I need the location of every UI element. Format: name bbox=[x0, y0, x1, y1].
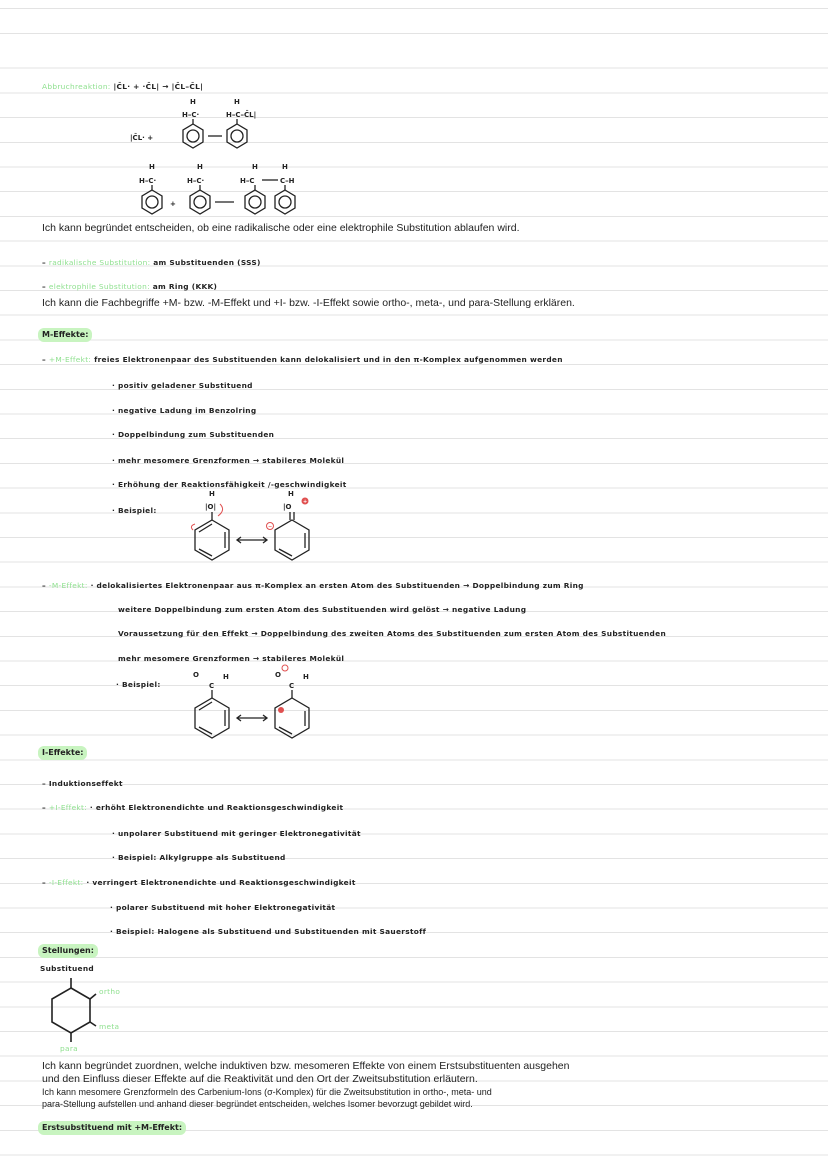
minus-m-line: · Beispiel: bbox=[116, 680, 161, 689]
sentence-zuordnen: und den Einfluss dieser Effekte auf die Reaktivität und den Ort der Zweitsubstitution erläutern. bbox=[42, 1073, 478, 1085]
positions-hexagon bbox=[40, 976, 140, 1056]
substituend-label: Substituend bbox=[40, 964, 94, 973]
benzyl-radical-label: H–C· bbox=[139, 177, 157, 185]
plus-m-row: – +M-Effekt: freies Elektronenpaar des Substituenden kann delokalisiert und in den π-Komplex aufgenommen werden bbox=[42, 355, 563, 364]
induktionseffekt: – Induktionseffekt bbox=[42, 779, 123, 788]
para-label: para bbox=[60, 1044, 78, 1053]
sentence-grenzformeln: para-Stellung aufstellen und anhand dieser begründet entscheiden, welches Isomer bevorzugt gebildet wird. bbox=[42, 1099, 473, 1109]
h-label: H bbox=[288, 490, 294, 498]
h-label: H bbox=[234, 98, 240, 106]
h-label: H bbox=[303, 673, 309, 681]
radikal-row: – radikalische Substitution: am Substituenden (SSS) bbox=[42, 258, 261, 267]
elektrophil-text: am Ring (KKK) bbox=[152, 282, 218, 291]
ch-label: H–C bbox=[240, 177, 255, 185]
h-label: H bbox=[209, 490, 215, 498]
h-label: H bbox=[252, 163, 258, 171]
abbruch-equation: |C̄L· + ·C̄L| → |C̄L–C̄L| bbox=[113, 82, 204, 91]
ch-label: C–H bbox=[280, 177, 295, 185]
minus-m-line: Voraussetzung für den Effekt → Doppelbindung des zweiten Atoms des Substituenden zum ersten Atom des Substituenden bbox=[118, 629, 667, 638]
plus-m-line: · Beispiel: bbox=[112, 506, 157, 515]
plus-m-line: · positiv geladener Substituend bbox=[112, 381, 253, 390]
oxygen-label: |O bbox=[283, 503, 292, 511]
oxygen-label: O bbox=[275, 671, 281, 679]
plus-i-line: · unpolarer Substituend mit geringer Elektronegativität bbox=[112, 829, 361, 838]
plus-i-line: · erhöht Elektronendichte und Reaktionsgeschwindigkeit bbox=[89, 803, 344, 812]
i-effekte-heading: I-Effekte: bbox=[38, 746, 87, 760]
sentence-radikal-elektrophil: Ich kann begründet entscheiden, ob eine radikalische oder eine elektrophile Substitution ablaufen wird. bbox=[42, 222, 520, 234]
minus-i-line: · Beispiel: Halogene als Substituend und Substituenden mit Sauerstoff bbox=[110, 927, 427, 936]
plus-i-label: +I-Effekt: bbox=[48, 803, 88, 812]
phenol-resonance-structures bbox=[185, 492, 325, 572]
plus-m-line: freies Elektronenpaar des Substituenden kann delokalisiert und in den π-Komplex aufgenommen werden bbox=[94, 355, 563, 364]
stellungen-heading: Stellungen: bbox=[38, 944, 98, 958]
h-label: H bbox=[282, 163, 288, 171]
minus-i-line: · polarer Substituend mit hoher Elektronegativität bbox=[110, 903, 336, 912]
minus-m-line: weitere Doppelbindung zum ersten Atom des Substituenden wird gelöst → negative Ladung bbox=[118, 605, 527, 614]
abbruch-label: Abbruchreaktion: bbox=[42, 82, 111, 91]
minus-m-line: · delokalisiertes Elektronenpaar aus π-Komplex an ersten Atom des Substituenden → Doppelbindung zum Ring bbox=[90, 581, 584, 590]
oxygen-label: |O| bbox=[205, 503, 217, 511]
sentence-fachbegriffe: Ich kann die Fachbegriffe +M- bzw. -M-Effekt und +I- bzw. -I-Effekt sowie ortho-, meta-, und para-Stellung erklären. bbox=[42, 297, 575, 309]
carbonyl-resonance-structures bbox=[185, 668, 325, 748]
radikal-text: am Substituenden (SSS) bbox=[153, 258, 261, 267]
h-label: H bbox=[223, 673, 229, 681]
sentence-grenzformeln: Ich kann mesomere Grenzformeln des Carbenium-Ions (σ-Komplex) für die Zweitsubstitution in ortho-, meta- und bbox=[42, 1087, 492, 1097]
h-label: H bbox=[197, 163, 203, 171]
m-effekte-heading: M-Effekte: bbox=[38, 328, 92, 342]
plus-m-line: · mehr mesomere Grenzformen → stabileres Molekül bbox=[112, 456, 345, 465]
elektrophil-label: elektrophile Substitution: bbox=[48, 282, 150, 291]
plus-i-row: – +I-Effekt: · erhöht Elektronendichte und Reaktionsgeschwindigkeit bbox=[42, 803, 344, 812]
erstsubstituend-heading: Erstsubstituend mit +M-Effekt: bbox=[38, 1121, 186, 1135]
plus-m-line: · Erhöhung der Reaktionsfähigkeit /-geschwindigkeit bbox=[112, 480, 347, 489]
positive-charge: + bbox=[303, 499, 308, 505]
minus-i-label: -I-Effekt: bbox=[48, 878, 84, 887]
minus-m-label: -M-Effekt: bbox=[48, 581, 88, 590]
benzyl-radical-label: H–C· bbox=[187, 177, 205, 185]
cl-radical-label: |C̄L· + bbox=[130, 134, 154, 142]
radikal-label: radikalische Substitution: bbox=[48, 258, 151, 267]
abbruch-row bbox=[42, 82, 203, 92]
minus-i-row: – -I-Effekt: · verringert Elektronendichte und Reaktionsgeschwindigkeit bbox=[42, 878, 356, 887]
plus-m-line: · negative Ladung im Benzolring bbox=[112, 406, 257, 415]
benzyl-radical-label: H–C· bbox=[182, 111, 200, 119]
ortho-label: ortho bbox=[99, 987, 121, 996]
elektrophil-row: – elektrophile Substitution: am Ring (KKK) bbox=[42, 282, 218, 291]
carbon-label: C bbox=[209, 682, 215, 690]
benzyl-chloride-label: H–C–C̄L| bbox=[226, 111, 257, 119]
minus-m-line: mehr mesomere Grenzformen → stabileres Molekül bbox=[118, 654, 345, 663]
plus-i-line: · Beispiel: Alkylgruppe als Substituend bbox=[112, 853, 286, 862]
oxygen-label: O bbox=[193, 671, 199, 679]
plus-sign: + bbox=[170, 200, 176, 208]
sentence-zuordnen: Ich kann begründet zuordnen, welche induktiven bzw. mesomeren Effekte von einem Erstsubstituenten ausgehen bbox=[42, 1060, 570, 1072]
radical-reaction-structures bbox=[130, 96, 330, 221]
meta-label: meta bbox=[99, 1022, 120, 1031]
minus-i-line: · verringert Elektronendichte und Reaktionsgeschwindigkeit bbox=[86, 878, 356, 887]
minus-m-row: – -M-Effekt: · delokalisiertes Elektronenpaar aus π-Komplex an ersten Atom des Substituenden → Doppelbindung zum Ring bbox=[42, 581, 584, 590]
negative-charge: − bbox=[268, 524, 273, 530]
plus-m-label: +M-Effekt: bbox=[48, 355, 92, 364]
plus-m-line: · Doppelbindung zum Substituenden bbox=[112, 430, 275, 439]
carbon-label: C bbox=[289, 682, 295, 690]
h-label: H bbox=[190, 98, 196, 106]
h-label: H bbox=[149, 163, 155, 171]
